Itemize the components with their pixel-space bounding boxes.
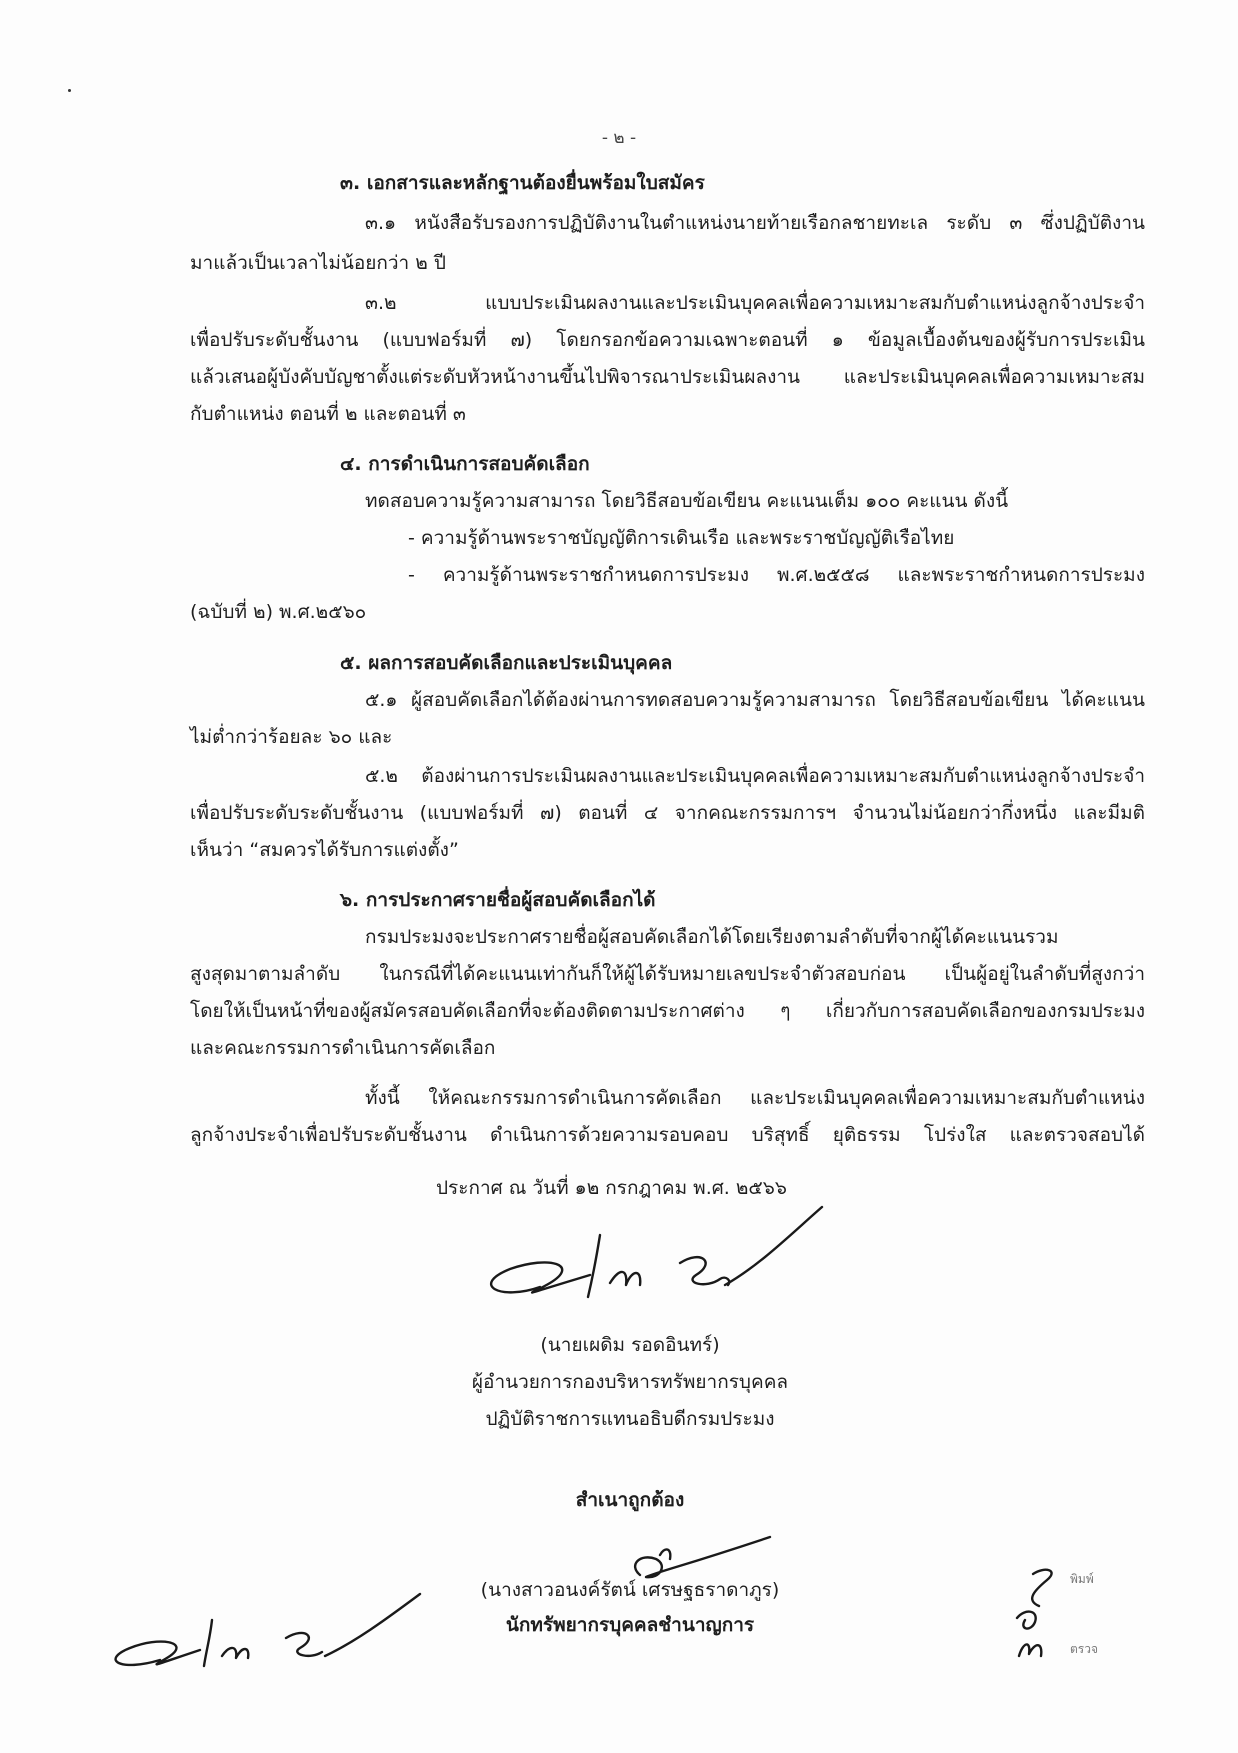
section-4-bullet-2-cont: (ฉบับที่ ๒) พ.ศ.๒๕๖๐ (190, 601, 367, 623)
margin-label-type: พิมพ์ (1070, 1572, 1094, 1586)
section-6-line-3: โดยให้เป็นหน้าที่ของผู้สมัครสอบคัดเลือกที่จะต้องติดตามประกาศต่าง ๆ เกี่ยวกับการสอบคัดเลือกของกรมประมง (190, 1000, 1145, 1022)
section-5-2-line-1: ๕.๒ ต้องผ่านการประเมินผลงานและประเมินบุคคลเพื่อความเหมาะสมกับตำแหน่งลูกจ้างประจำ (365, 765, 1145, 787)
section-3-2-line-1: ๓.๒ แบบประเมินผลงานและประเมินบุคคลเพื่อความเหมาะสมกับตำแหน่งลูกจ้างประจำ (365, 292, 1145, 314)
closing-line-1: ทั้งนี้ ให้คณะกรรมการดำเนินการคัดเลือก และประเมินบุคคลเพื่อความเหมาะสมกับตำแหน่ง (365, 1087, 1145, 1109)
signer-title-1: ผู้อำนวยการกองบริหารทรัพยากรบุคคล (471, 1371, 789, 1393)
section-4-line-1: ทดสอบความรู้ความสามารถ โดยวิธีสอบข้อเขียน คะแนนเต็ม ๑๐๐ คะแนน ดังนี้ (365, 490, 1009, 512)
bottom-left-signature (100, 1590, 430, 1680)
section-3-1-line-2: มาแล้วเป็นเวลาไม่น้อยกว่า ๒ ปี (190, 252, 446, 274)
section-3-2-line-2: เพื่อปรับระดับชั้นงาน (แบบฟอร์มที่ ๗) โดยกรอกข้อความเฉพาะตอนที่ ๑ ข้อมูลเบื้องต้นของผู้รับการประเมิน (190, 329, 1145, 351)
section-5-2-line-2: เพื่อปรับระดับระดับชั้นงาน (แบบฟอร์มที่ ๗) ตอนที่ ๔ จากคณะกรรมการฯ จำนวนไม่น้อยกว่ากึ่งหนึ่ง และมีมติ (190, 802, 1145, 824)
section-3-2-line-4: กับตำแหน่ง ตอนที่ ๒ และตอนที่ ๓ (190, 403, 466, 425)
announcement-date: ประกาศ ณ วันที่ ๑๒ กรกฎาคม พ.ศ. ๒๕๖๖ (436, 1177, 787, 1199)
signer-name: (นายเผดิม รอดอินทร์) (540, 1334, 720, 1356)
margin-label-check: ตรวจ (1070, 1642, 1099, 1656)
margin-initials-signature (1005, 1560, 1075, 1670)
certifier-title: นักทรัพยากรบุคคลชำนาญการ (505, 1614, 755, 1636)
section-4-bullet-1: - ความรู้ด้านพระราชบัญญัติการเดินเรือ และพระราชบัญญัติเรือไทย (408, 527, 955, 549)
section-5-2-line-3: เห็นว่า “สมควรได้รับการแต่งตั้ง” (190, 839, 459, 861)
section-3-2-line-3: แล้วเสนอผู้บังคับบัญชาตั้งแต่ระดับหัวหน้างานขึ้นไปพิจารณาประเมินผลงาน และประเมินบุคคลเพื่อความเหมาะสม (190, 366, 1145, 388)
section-6-heading: ๖. การประกาศรายชื่อผู้สอบคัดเลือกได้ (340, 889, 656, 911)
section-5-1-line-2: ไม่ต่ำกว่าร้อยละ ๖๐ และ (190, 726, 393, 748)
director-signature (470, 1205, 850, 1325)
section-6-line-4: และคณะกรรมการดำเนินการคัดเลือก (190, 1037, 496, 1059)
certifier-name: (นางสาวอนงค์รัตน์ เศรษฐธราดาภูร) (480, 1579, 780, 1601)
section-6-line-1: กรมประมงจะประกาศรายชื่อผู้สอบคัดเลือกได้โดยเรียงตามลำดับที่จากผู้ได้คะแนนรวม (365, 926, 1059, 948)
signer-title-2: ปฏิบัติราชการแทนอธิบดีกรมประมง (485, 1408, 775, 1430)
section-6-line-2: สูงสุดมาตามลำดับ ในกรณีที่ได้คะแนนเท่ากันก็ให้ผู้ได้รับหมายเลขประจำตัวสอบก่อน เป็นผู้อยู่ในลำดับที่สูงกว่า (190, 963, 1145, 985)
section-5-heading: ๕. ผลการสอบคัดเลือกและประเมินบุคคล (340, 652, 673, 674)
closing-line-2: ลูกจ้างประจำเพื่อปรับระดับชั้นงาน ดำเนินการด้วยความรอบคอบ บริสุทธิ์ ยุติธรรม โปร่งใส และตรวจสอบได้ (190, 1124, 1145, 1146)
scan-speck (68, 89, 71, 92)
page-number: - ๒ - (601, 128, 637, 148)
section-5-1-line-1: ๕.๑ ผู้สอบคัดเลือกได้ต้องผ่านการทดสอบความรู้ความสามารถ โดยวิธีสอบข้อเขียน ได้คะแนน (365, 689, 1145, 711)
certified-copy-label: สำเนาถูกต้อง (575, 1489, 685, 1511)
section-3-heading: ๓. เอกสารและหลักฐานต้องยื่นพร้อมใบสมัคร (340, 172, 705, 194)
section-4-heading: ๔. การดำเนินการสอบคัดเลือก (340, 453, 590, 475)
section-4-bullet-2: - ความรู้ด้านพระราชกำหนดการประมง พ.ศ.๒๕๕๘ และพระราชกำหนดการประมง (408, 564, 1145, 586)
section-3-1-line-1: ๓.๑ หนังสือรับรองการปฏิบัติงานในตำแหน่งนายท้ายเรือกลชายทะเล ระดับ ๓ ซึ่งปฏิบัติงาน (365, 212, 1145, 234)
